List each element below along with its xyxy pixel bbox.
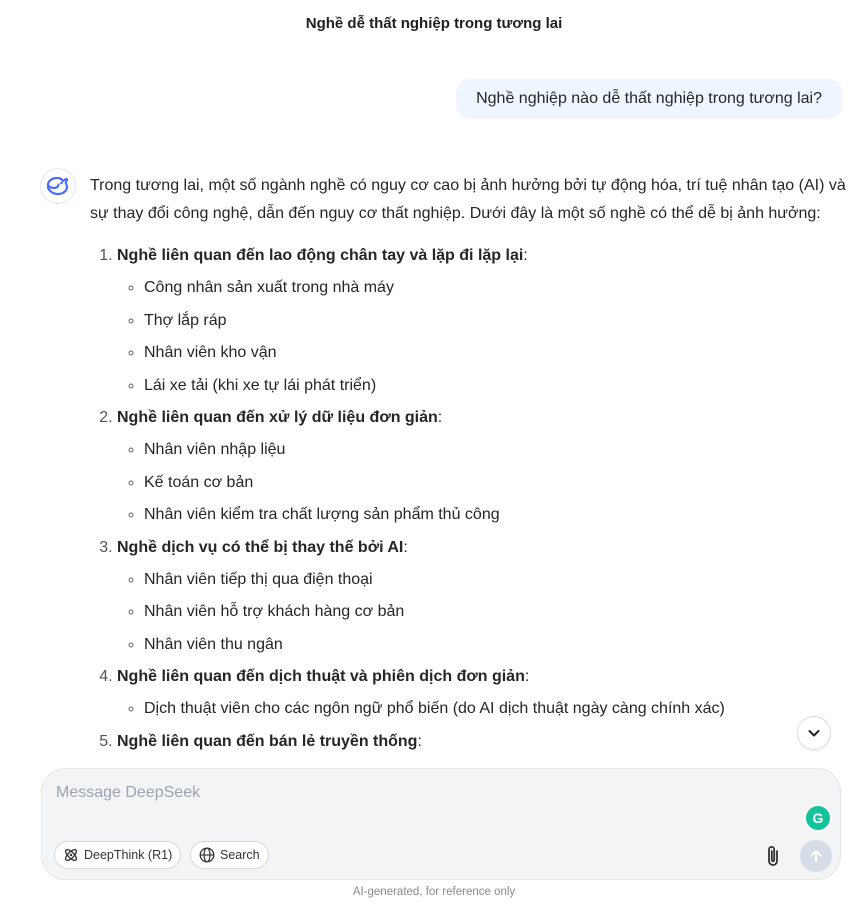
chevron-down-icon xyxy=(807,726,821,740)
section-heading: Nghề liên quan đến dịch thuật và phiên dịch đơn giản xyxy=(117,668,525,685)
send-button[interactable] xyxy=(800,840,832,872)
sub-list-item: ◦ Thợ lắp ráp xyxy=(144,307,850,335)
sub-list-item: ◦ Lái xe tải (khi xe tự lái phát triển) xyxy=(144,372,850,400)
footer-disclaimer: AI-generated, for reference only xyxy=(352,886,516,898)
answer-list xyxy=(90,242,850,756)
list-item: 5. Nghề liên quan đến bán lẻ truyền thống: xyxy=(117,728,850,756)
section-heading: Nghề dịch vụ có thể bị thay thế bởi AI xyxy=(117,538,404,556)
sub-list-item: ◦ Nhân viên thu ngân xyxy=(144,631,850,659)
sub-list xyxy=(117,695,850,723)
list-item: 3. Nghề dịch vụ có thể bị thay thế bởi AI: ◦ Nhân viên tiếp thị qua điện thoại ◦ Nhân viên hỗ trợ khách hàng cơ bản ◦ Nhân viên thu ngân xyxy=(117,534,850,659)
sub-list-item: ◦ Nhân viên hỗ trợ khách hàng cơ bản xyxy=(144,598,850,626)
section-heading: Nghề liên quan đến bán lẻ truyền thống xyxy=(117,732,418,750)
sub-list-item: ◦ Kế toán cơ bản xyxy=(144,469,850,497)
deepthink-toggle[interactable] xyxy=(54,841,181,869)
sub-list-item: ◦ Nhân viên tiếp thị qua điện thoại xyxy=(144,566,850,594)
arrow-up-icon xyxy=(808,848,824,864)
sub-list-item: ◦ Nhân viên nhập liệu xyxy=(144,436,850,464)
assistant-intro: Trong tương lai, một số ngành nghề có nguy cơ cao bị ảnh hưởng bởi tự động hóa, trí tuệ nhân tạo (AI) và sự thay đổi công nghệ, dẫn đến nguy cơ thất nghiệp. Dưới đây là một số nghề có thể dễ bị ảnh hưởng: xyxy=(90,177,846,222)
list-item: 4. Nghề liên quan đến dịch thuật và phiên dịch đơn giản: ◦ Dịch thuật viên cho các ngôn ngữ phổ biến (do AI dịch thuật ngày càng chính xác) xyxy=(117,663,850,723)
list-item: 1. Nghề liên quan đến lao động chân tay và lặp đi lặp lại: ◦ Công nhân sản xuất trong nhà máy ◦ Thợ lắp ráp ◦ Nhân viên kho vận ◦ Lái xe tải (khi xe tự lái phát triển) xyxy=(117,242,850,400)
paperclip-icon xyxy=(763,844,783,868)
chat-title: Nghề dễ thất nghiệp trong tương lai xyxy=(305,15,563,32)
section-heading: Nghề liên quan đến lao động chân tay và lặp đi lặp lại xyxy=(117,247,524,264)
sub-list-item: ◦ Dịch thuật viên cho các ngôn ngữ phổ biến (do AI dịch thuật ngày càng chính xác) xyxy=(144,695,850,723)
grammarly-icon[interactable]: G xyxy=(804,804,832,832)
sub-list-item: ◦ Nhân viên kiểm tra chất lượng sản phẩm thủ công xyxy=(144,501,850,529)
sub-list-item: ◦ Nhân viên kho vận xyxy=(144,339,850,367)
search-label: Search xyxy=(220,848,260,862)
sub-list-item: ◦ Công nhân sản xuất trong nhà máy xyxy=(144,274,850,302)
deepseek-whale-icon xyxy=(46,176,70,196)
assistant-message xyxy=(90,172,850,765)
message-composer xyxy=(41,768,841,880)
sub-list xyxy=(117,566,850,659)
assistant-avatar xyxy=(40,168,76,204)
sub-list xyxy=(117,274,850,400)
scroll-to-bottom-button[interactable] xyxy=(797,716,831,750)
globe-icon xyxy=(199,847,215,863)
user-message-bubble: Nghề nghiệp nào dễ thất nghiệp trong tương lai? xyxy=(456,79,842,119)
message-input[interactable]: Message DeepSeek xyxy=(56,784,201,801)
deepthink-label: DeepThink (R1) xyxy=(84,848,173,862)
list-item: 2. Nghề liên quan đến xử lý dữ liệu đơn giản: ◦ Nhân viên nhập liệu ◦ Kế toán cơ bản ◦ Nhân viên kiểm tra chất lượng sản phẩm thủ công xyxy=(117,404,850,529)
atom-icon xyxy=(63,847,79,863)
section-heading: Nghề liên quan đến xử lý dữ liệu đơn giản xyxy=(117,409,438,426)
attach-file-button[interactable] xyxy=(760,843,786,869)
sub-list xyxy=(117,436,850,529)
search-toggle[interactable] xyxy=(190,841,269,869)
